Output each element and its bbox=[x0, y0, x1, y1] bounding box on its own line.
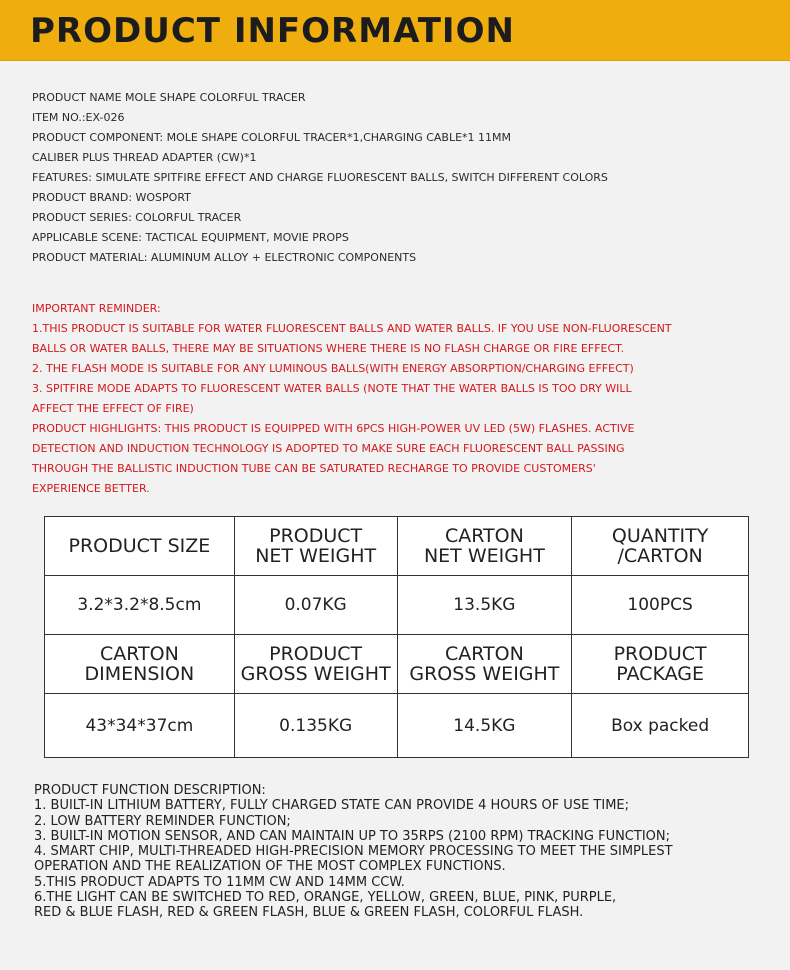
reminder-line: IMPORTANT REMINDER: bbox=[32, 302, 161, 315]
spec-line: APPLICABLE SCENE: TACTICAL EQUIPMENT, MOVIE PROPS bbox=[32, 231, 349, 244]
reminder-line: EXPERIENCE BETTER. bbox=[32, 482, 150, 495]
spec-line: PRODUCT BRAND: WOSPORT bbox=[32, 191, 191, 204]
spec-line: FEATURES: SIMULATE SPITFIRE EFFECT AND CHARGE FLUORESCENT BALLS, SWITCH DIFFERENT COLORS bbox=[32, 171, 608, 184]
spec-line: PRODUCT NAME MOLE SHAPE COLORFUL TRACER bbox=[32, 91, 306, 104]
description-line: PRODUCT FUNCTION DESCRIPTION: bbox=[34, 783, 266, 798]
table-row bbox=[45, 517, 749, 576]
table-row bbox=[45, 576, 749, 635]
header-product-size: PRODUCT SIZE bbox=[45, 517, 235, 576]
description-line: 6.THE LIGHT CAN BE SWITCHED TO RED, ORANGE, YELLOW, GREEN, BLUE, PINK, PURPLE, bbox=[34, 890, 617, 906]
spec-line: PRODUCT MATERIAL: ALUMINUM ALLOY + ELECTRONIC COMPONENTS bbox=[32, 251, 417, 264]
reminder-line: PRODUCT HIGHLIGHTS: THIS PRODUCT IS EQUIPPED WITH 6PCS HIGH-POWER UV LED (5W) FLASHES. ACTIVE bbox=[32, 422, 635, 435]
header-product-package: PRODUCT PACKAGE bbox=[572, 635, 749, 694]
spec-line: CALIBER PLUS THREAD ADAPTER (CW)*1 bbox=[32, 151, 257, 164]
spec-line: ITEM NO.:EX-026 bbox=[32, 111, 125, 124]
description-line: OPERATION AND THE REALIZATION OF THE MOST COMPLEX FUNCTIONS. bbox=[34, 859, 506, 875]
description-line: 3. BUILT-IN MOTION SENSOR, AND CAN MAINTAIN UP TO 35RPS (2100 RPM) TRACKING FUNCTION; bbox=[34, 828, 670, 844]
header-quantity-carton: QUANTITY /CARTON bbox=[572, 517, 749, 576]
value-quantity-carton: 100PCS bbox=[572, 576, 749, 635]
spec-table bbox=[44, 516, 749, 758]
spec-line: PRODUCT SERIES: COLORFUL TRACER bbox=[32, 211, 242, 224]
function-description bbox=[34, 783, 779, 921]
reminder-line: BALLS OR WATER BALLS, THERE MAY BE SITUATIONS WHERE THERE IS NO FLASH CHARGE OR FIRE EFFECT. bbox=[32, 342, 625, 355]
table-row bbox=[45, 635, 749, 694]
spec-list bbox=[32, 88, 772, 268]
description-line: RED & BLUE FLASH, RED & GREEN FLASH, BLUE & GREEN FLASH, COLORFUL FLASH. bbox=[34, 905, 584, 921]
spec-line: PRODUCT COMPONENT: MOLE SHAPE COLORFUL TRACER*1,CHARGING CABLE*1 11MM bbox=[32, 131, 512, 144]
reminder-line: AFFECT THE EFFECT OF FIRE) bbox=[32, 402, 194, 415]
reminder-line: THROUGH THE BALLISTIC INDUCTION TUBE CAN BE SATURATED RECHARGE TO PROVIDE CUSTOMERS' bbox=[32, 462, 596, 475]
header-product-net-weight: PRODUCT NET WEIGHT bbox=[234, 517, 397, 576]
description-line: 1. BUILT-IN LITHIUM BATTERY, FULLY CHARGED STATE CAN PROVIDE 4 HOURS OF USE TIME; bbox=[34, 798, 630, 814]
header-product-gross-weight: PRODUCT GROSS WEIGHT bbox=[234, 635, 397, 694]
value-carton-dimension: 43*34*37cm bbox=[45, 694, 235, 758]
reminder-line: 1.THIS PRODUCT IS SUITABLE FOR WATER FLUORESCENT BALLS AND WATER BALLS. IF YOU USE NON-FLUORESCENT bbox=[32, 322, 672, 335]
header-carton-net-weight: CARTON NET WEIGHT bbox=[397, 517, 572, 576]
description-line: 5.THIS PRODUCT ADAPTS TO 11MM CW AND 14MM CCW. bbox=[34, 874, 405, 890]
reminder-line: 3. SPITFIRE MODE ADAPTS TO FLUORESCENT WATER BALLS (NOTE THAT THE WATER BALLS IS TOO DRY WILL bbox=[32, 382, 632, 395]
header-banner bbox=[0, 0, 790, 61]
value-product-gross-weight: 0.135KG bbox=[234, 694, 397, 758]
header-carton-dimension: CARTON DIMENSION bbox=[45, 635, 235, 694]
value-product-package: Box packed bbox=[572, 694, 749, 758]
description-line: 4. SMART CHIP, MULTI-THREADED HIGH-PRECISION MEMORY PROCESSING TO MEET THE SIMPLEST bbox=[34, 844, 673, 860]
reminder-line: DETECTION AND INDUCTION TECHNOLOGY IS ADOPTED TO MAKE SURE EACH FLUORESCENT BALL PASSING bbox=[32, 442, 625, 455]
value-carton-gross-weight: 14.5KG bbox=[397, 694, 572, 758]
value-product-net-weight: 0.07KG bbox=[234, 576, 397, 635]
value-product-size: 3.2*3.2*8.5cm bbox=[45, 576, 235, 635]
header-carton-gross-weight: CARTON GROSS WEIGHT bbox=[397, 635, 572, 694]
reminder-line: 2. THE FLASH MODE IS SUITABLE FOR ANY LUMINOUS BALLS(WITH ENERGY ABSORPTION/CHARGING EFFECT) bbox=[32, 362, 634, 375]
table-row bbox=[45, 694, 749, 758]
page-title: PRODUCT INFORMATION bbox=[30, 11, 515, 51]
important-reminder bbox=[32, 299, 772, 499]
value-carton-net-weight: 13.5KG bbox=[397, 576, 572, 635]
description-line: 2. LOW BATTERY REMINDER FUNCTION; bbox=[34, 813, 291, 829]
